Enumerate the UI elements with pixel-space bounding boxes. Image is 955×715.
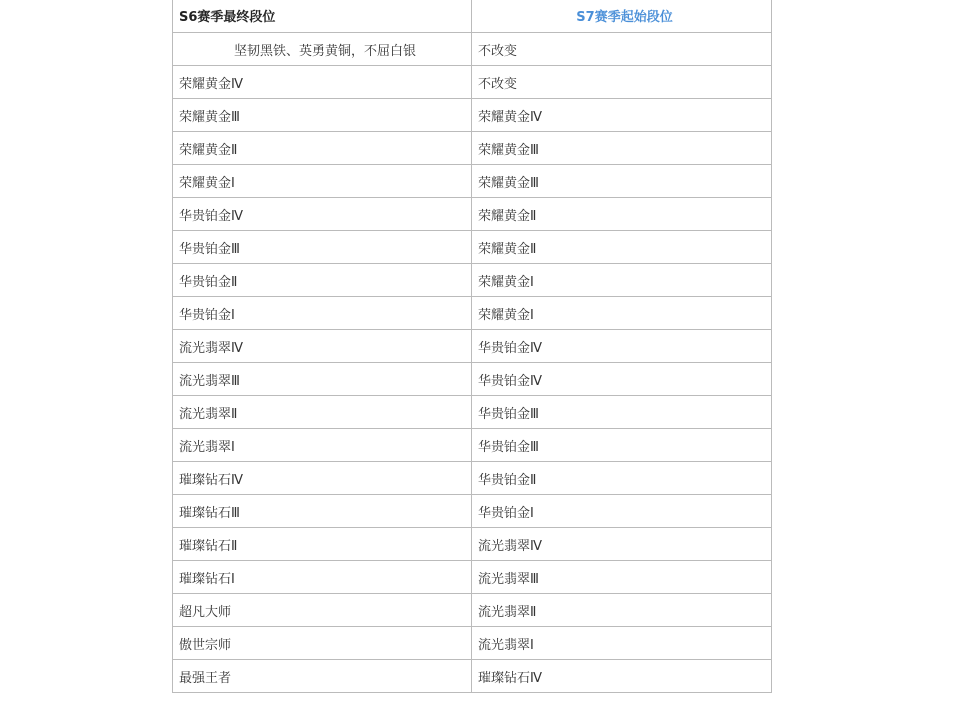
rank-table <box>172 0 772 693</box>
s7-rank-cell: 荣耀黄金Ⅲ <box>472 165 772 198</box>
table-row <box>173 330 772 363</box>
table-row <box>173 495 772 528</box>
header-s6-final-rank: S6赛季最终段位 <box>173 0 472 33</box>
table-row <box>173 132 772 165</box>
table-row <box>173 561 772 594</box>
s7-rank-cell: 华贵铂金Ⅳ <box>472 363 772 396</box>
s6-rank-cell: 华贵铂金Ⅰ <box>173 297 472 330</box>
s6-rank-cell: 荣耀黄金Ⅰ <box>173 165 472 198</box>
s6-rank-cell: 璀璨钻石Ⅲ <box>173 495 472 528</box>
s7-rank-cell: 荣耀黄金Ⅰ <box>472 297 772 330</box>
s6-rank-cell: 流光翡翠Ⅱ <box>173 396 472 429</box>
s6-rank-cell: 流光翡翠Ⅰ <box>173 429 472 462</box>
table-row <box>173 264 772 297</box>
s7-rank-cell: 荣耀黄金Ⅲ <box>472 132 772 165</box>
table-row <box>173 363 772 396</box>
s6-rank-cell: 华贵铂金Ⅳ <box>173 198 472 231</box>
table-row <box>173 660 772 693</box>
s7-rank-cell: 不改变 <box>472 66 772 99</box>
s7-rank-cell: 华贵铂金Ⅳ <box>472 330 772 363</box>
header-s7-start-rank: S7赛季起始段位 <box>472 0 772 33</box>
s7-rank-cell: 流光翡翠Ⅳ <box>472 528 772 561</box>
s6-rank-cell: 璀璨钻石Ⅰ <box>173 561 472 594</box>
table-row <box>173 396 772 429</box>
table-row <box>173 33 772 66</box>
table-row <box>173 231 772 264</box>
table-row <box>173 528 772 561</box>
s7-rank-cell: 荣耀黄金Ⅳ <box>472 99 772 132</box>
s7-rank-cell: 流光翡翠Ⅰ <box>472 627 772 660</box>
s6-rank-cell: 傲世宗师 <box>173 627 472 660</box>
s7-rank-cell: 华贵铂金Ⅰ <box>472 495 772 528</box>
s7-rank-cell: 璀璨钻石Ⅳ <box>472 660 772 693</box>
table-row <box>173 165 772 198</box>
s7-rank-cell: 流光翡翠Ⅱ <box>472 594 772 627</box>
table-header-row <box>173 0 772 33</box>
s6-rank-cell: 荣耀黄金Ⅱ <box>173 132 472 165</box>
s6-rank-cell: 璀璨钻石Ⅱ <box>173 528 472 561</box>
s6-rank-cell: 华贵铂金Ⅱ <box>173 264 472 297</box>
s6-rank-cell: 超凡大师 <box>173 594 472 627</box>
s7-rank-cell: 流光翡翠Ⅲ <box>472 561 772 594</box>
s6-rank-cell: 最强王者 <box>173 660 472 693</box>
table-row <box>173 99 772 132</box>
s6-rank-cell: 流光翡翠Ⅲ <box>173 363 472 396</box>
s7-rank-cell: 荣耀黄金Ⅰ <box>472 264 772 297</box>
table-row <box>173 297 772 330</box>
s7-rank-cell: 荣耀黄金Ⅱ <box>472 198 772 231</box>
table-row <box>173 198 772 231</box>
table-row <box>173 66 772 99</box>
s6-rank-cell: 流光翡翠Ⅳ <box>173 330 472 363</box>
table-row <box>173 462 772 495</box>
s6-rank-cell: 荣耀黄金Ⅳ <box>173 66 472 99</box>
s7-rank-cell: 荣耀黄金Ⅱ <box>472 231 772 264</box>
s7-rank-cell: 华贵铂金Ⅱ <box>472 462 772 495</box>
s7-rank-cell: 不改变 <box>472 33 772 66</box>
table-row <box>173 627 772 660</box>
s7-rank-cell: 华贵铂金Ⅲ <box>472 429 772 462</box>
s6-rank-cell: 华贵铂金Ⅲ <box>173 231 472 264</box>
s7-rank-cell: 华贵铂金Ⅲ <box>472 396 772 429</box>
s6-rank-cell: 璀璨钻石Ⅳ <box>173 462 472 495</box>
table-row <box>173 594 772 627</box>
s6-rank-cell: 坚韧黑铁、英勇黄铜，不屈白银 <box>173 33 472 66</box>
table-row <box>173 429 772 462</box>
s6-rank-cell: 荣耀黄金Ⅲ <box>173 99 472 132</box>
